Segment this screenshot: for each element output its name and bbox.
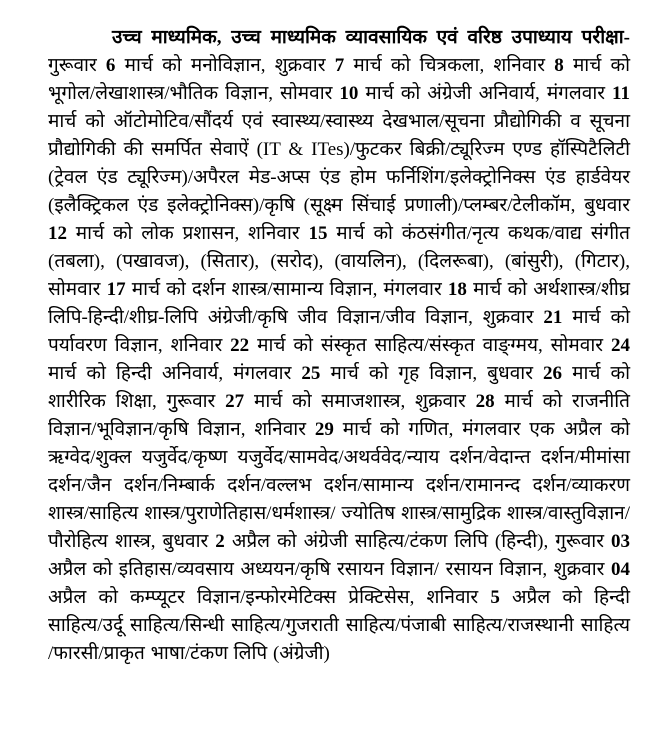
text-run: मार्च को शारीरिक शिक्षा, गुुरूवार xyxy=(48,363,630,412)
text-run: अप्रैल को इतिहास/व्यवसाय अध्ययन/कृषि रसायन विज्ञान/ रसायन विज्ञान, शुक्रवार xyxy=(48,559,611,580)
date-number: 25 xyxy=(301,363,321,384)
text-run: मार्च को अंग्रेजी अनिवार्य, मंगलवार xyxy=(358,83,613,104)
date-number: 22 xyxy=(230,335,250,356)
date-number: 04 xyxy=(611,559,630,580)
text-run: मार्च को मनोविज्ञान, शुक्रवार xyxy=(115,55,335,76)
text-run: मार्च को कंठसंगीत/नृत्य कथक/वाद्य संगीत (तबला), (पखावज), (सितार), (सरोद), (वायलिन), (दिलरूबा), (बांसुरी), (गिटार), सोमवार xyxy=(48,223,630,300)
date-number: 17 xyxy=(106,279,126,300)
date-number: 12 xyxy=(48,223,67,244)
paragraph-heading: उच्च माध्यमिक, उच्च माध्यमिक व्यावसायिक एवं वरिष्ठ उपाध्याय परीक्षा- xyxy=(112,27,630,48)
text-run: मार्च को लोक प्रशासन, शनिवार xyxy=(67,223,309,244)
exam-schedule-paragraph xyxy=(48,24,630,668)
text-run: मार्च को राजनीति विज्ञान/भूविज्ञान/कृषि विज्ञान, शनिवार xyxy=(48,391,631,440)
date-number: 29 xyxy=(314,419,334,440)
text-run: गुरूवार xyxy=(48,55,106,76)
date-number: 10 xyxy=(339,83,359,104)
text-run: मार्च को गृह विज्ञान, बुधवार xyxy=(320,363,544,384)
date-number: 18 xyxy=(447,279,467,300)
text-run: मार्च को गणित, मंगलवार एक अप्रैल को ऋग्वेद/शुक्ल यजुर्वेद/कृष्ण यजुर्वेद/सामवेद/अथर्ववेद/न्याय दर्शन/वेदान्त दर्शन/मीमांसा दर्शन/जैन दर्शन/निम्बार्क दर्शन/वल्लभ दर्शन/सामान्य दर्शन/रामानन्द दर्शन/व्याकरण शास्त्र/साहित्य शास्त्र/पुराणेतिहास/धर्मशास्त्र/ ज्योतिष शास्त्र/सामुद्रिक शास्त्र/वास्तुविज्ञान/पौरोहित्य शास्त्र, बुधवार xyxy=(48,419,630,552)
text-run: मार्च को भूगोल/लेखाशास्त्र/भौतिक विज्ञान, सोमवार xyxy=(48,55,630,104)
text-run: मार्च को समाजशास्त्र, शुक्रवार xyxy=(244,391,476,412)
text-run: मार्च को पर्यावरण विज्ञान, शनिवार xyxy=(48,307,630,356)
date-number: 15 xyxy=(308,223,328,244)
text-run: मार्च को दर्शन शास्त्र/सामान्य विज्ञान, मंगलवार xyxy=(125,279,448,300)
text-run: अप्रैल को हिन्दी साहित्य/उर्दू साहित्य/सिन्धी साहित्य/गुजराती साहित्य/पंजाबी साहित्य/राजस्थानी साहित्य /फारसी/प्राकृत भाषा/टंकण लिपि (अंग्रेजी) xyxy=(48,587,630,664)
date-number: 5 xyxy=(490,587,500,608)
date-number: 11 xyxy=(612,83,630,104)
date-number: 27 xyxy=(225,391,245,412)
paragraph-body xyxy=(48,55,630,664)
date-number: 21 xyxy=(543,307,563,328)
date-number: 8 xyxy=(554,55,564,76)
date-number: 7 xyxy=(334,55,345,76)
date-number: 26 xyxy=(543,363,563,384)
text-run: मार्च को अर्थशास्त्र/शीघ्र लिपि-हिन्दी/शीघ्र-लिपि अंग्रेजी/कृषि जीव विज्ञान/जीव विज्ञान, शुक्रवार xyxy=(48,279,630,328)
text-run: मार्च को हिन्दी अनिवार्य, मंगलवार xyxy=(48,363,302,384)
date-number: 24 xyxy=(611,335,631,356)
date-number: 2 xyxy=(215,531,225,552)
date-number: 28 xyxy=(475,391,495,412)
text-run: मार्च को संस्कृत साहित्य/संस्कृत वाङ्ग्मय, सोमवार xyxy=(249,335,612,356)
date-number: 03 xyxy=(611,531,630,552)
date-number: 6 xyxy=(105,55,116,76)
text-run: अप्रैल को कम्प्यूटर विज्ञान/इन्फोरमेटिक्स प्रेक्टिसेस, शनिवार xyxy=(48,587,491,608)
text-run: मार्च को ऑटोमोटिव/सौंदर्य एवं स्वास्थ्य/स्वास्थ्य देखभाल/सूचना प्रौद्योगिकी व सूचना प्रौद्योगिकी की समर्पित सेवाऐं (IT & ITes)/फुटकर बिक्री/ट्यूरिज्म एण्ड हॉस्पिटैलिटी (ट्रेवल एंड ट्यूरिज्म)/अपैरल मेड-अप्स एंड होम फर्निशिंग/इलेक्ट्रोनिक्स एंड हार्डवेयर (इलैक्ट्रिकल एंड इलेक्ट्रोनिक्स)/कृषि (सूक्ष्म सिंचाई प्रणाली)/प्लम्बर/टेलीकॉम, बुधवार xyxy=(48,111,630,216)
text-run: अप्रैल को अंग्रेजी साहित्य/टंकण लिपि (हिन्दी), गुरूवार xyxy=(224,531,611,552)
text-run: मार्च को चित्रकला, शनिवार xyxy=(344,55,555,76)
